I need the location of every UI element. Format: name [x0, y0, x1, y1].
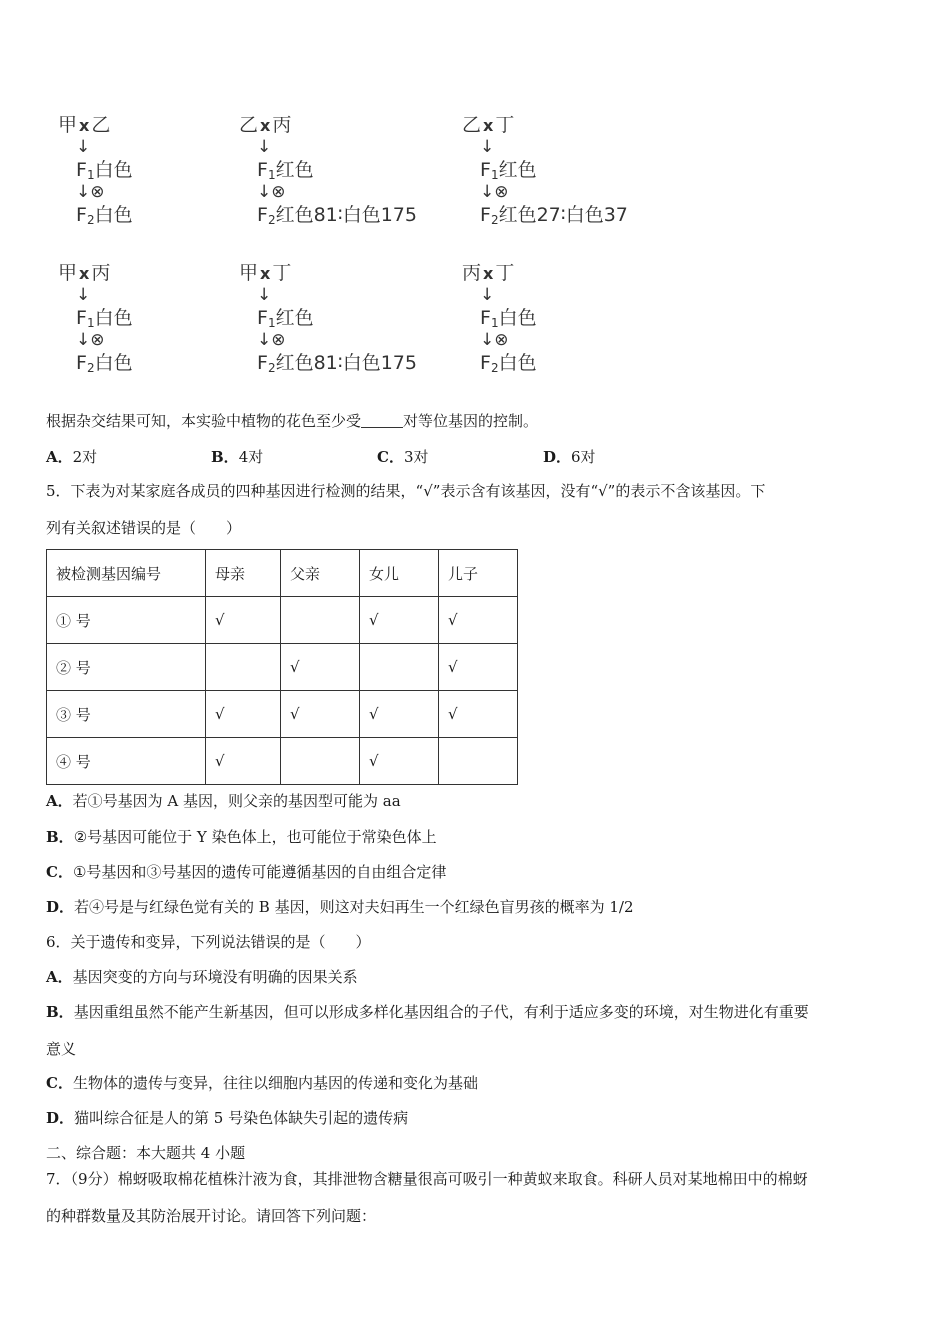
q6-option-b-cont: 意义 — [46, 1040, 77, 1058]
q6-option-b: B．基因重组虽然不能产生新基因，但可以形成多样化基因组合的子代，有利于适应多变的环境，对生物进化有重要 — [46, 1003, 809, 1021]
arrow-down-icon: ↓ — [257, 137, 272, 157]
cross-parents: 甲 x 丙 — [58, 262, 111, 284]
q6-option-c: C．生物体的遗传与变异，往往以细胞内基因的传递和变化为基础 — [46, 1074, 478, 1092]
q4-option-b: B．4对 — [211, 448, 264, 466]
f2-result: $F_2$白色 — [480, 352, 537, 375]
q6-option-d: D．猫叫综合征是人的第 5 号染色体缺失引起的遗传病 — [46, 1109, 409, 1127]
q4-option-d: D．6对 — [543, 448, 596, 466]
q7-stem-line2: 的种群数量及其防治展开讨论。请回答下列问题： — [46, 1207, 377, 1225]
table-cell: ④ 号 — [47, 738, 206, 785]
f2-result: $F_2$白色 — [76, 204, 133, 227]
table-cell: √ — [360, 597, 439, 644]
f1-result: $F_1$红色 — [480, 159, 537, 182]
f1-result: $F_1$红色 — [257, 307, 314, 330]
table-cell: ③ 号 — [47, 691, 206, 738]
table-cell — [360, 644, 439, 691]
f2-result: $F_2$白色 — [76, 352, 133, 375]
f2-result: $F_2$红色27∶白色37 — [480, 204, 628, 227]
f1-result: $F_1$红色 — [257, 159, 314, 182]
f2-result: $F_2$红色81∶白色175 — [257, 204, 417, 227]
cross-parents: 甲 x 丁 — [239, 262, 292, 284]
arrow-down-icon: ↓ — [257, 285, 272, 305]
q4-stem: 根据杂交结果可知，本实验中植物的花色至少受 对等位基因的控制。 — [46, 412, 539, 430]
table-cell: √ — [281, 644, 360, 691]
q5-stem-line2: 列有关叙述错误的是（ ） — [46, 519, 242, 537]
f2-result: $F_2$红色81∶白色175 — [257, 352, 417, 375]
f1-result: $F_1$白色 — [76, 159, 133, 182]
table-row — [47, 691, 518, 738]
q5-stem-line1: 5．下表为对某家庭各成员的四种基因进行检测的结果，“√”表示含有该基因，没有“√”的表示不含该基因。下 — [46, 482, 766, 500]
table-cell: √ — [439, 597, 518, 644]
table-cell: √ — [439, 644, 518, 691]
table-row — [47, 644, 518, 691]
table-cell — [281, 738, 360, 785]
q5-option-a: A．若①号基因为 A 基因，则父亲的基因型可能为 aa — [46, 792, 401, 810]
q5-option-c: C．①号基因和③号基因的遗传可能遵循基因的自由组合定律 — [46, 863, 447, 881]
q4-option-a: A．2对 — [46, 448, 98, 466]
table-header-cell: 母亲 — [206, 550, 281, 597]
table-cell — [281, 597, 360, 644]
gene-detection-table — [46, 549, 518, 785]
table-row — [47, 597, 518, 644]
arrow-down-icon: ↓ — [480, 137, 495, 157]
table-cell: √ — [439, 691, 518, 738]
table-header-cell: 被检测基因编号 — [47, 550, 206, 597]
table-cell — [206, 644, 281, 691]
table-cell: √ — [206, 738, 281, 785]
table-header-row — [47, 550, 518, 597]
table-header-cell: 父亲 — [281, 550, 360, 597]
selfing-arrow-icon: ↓⊗ — [76, 330, 105, 350]
answer-blank — [361, 413, 403, 428]
selfing-arrow-icon: ↓⊗ — [257, 330, 286, 350]
q4-option-c: C．3对 — [377, 448, 429, 466]
q5-option-b: B．②号基因可能位于 Y 染色体上，也可能位于常染色体上 — [46, 828, 437, 846]
q7-stem-line1: 7．（9分）棉蚜吸取棉花植株汁液为食，其排泄物含糖量很高可吸引一种黄蚁来取食。科研人员对某地棉田中的棉蚜 — [46, 1170, 808, 1188]
cross-parents: 丙 x 丁 — [462, 262, 515, 284]
arrow-down-icon: ↓ — [480, 285, 495, 305]
selfing-arrow-icon: ↓⊗ — [480, 330, 509, 350]
arrow-down-icon: ↓ — [76, 137, 91, 157]
f1-result: $F_1$白色 — [480, 307, 537, 330]
selfing-arrow-icon: ↓⊗ — [480, 182, 509, 202]
table-cell: ② 号 — [47, 644, 206, 691]
selfing-arrow-icon: ↓⊗ — [257, 182, 286, 202]
q6-option-a: A．基因突变的方向与环境没有明确的因果关系 — [46, 968, 358, 986]
arrow-down-icon: ↓ — [76, 285, 91, 305]
table-cell — [439, 738, 518, 785]
q5-option-d: D．若④号是与红绿色觉有关的 B 基因，则这对夫妇再生一个红绿色盲男孩的概率为 1/2 — [46, 898, 634, 916]
q6-stem: 6．关于遗传和变异，下列说法错误的是（ ） — [46, 933, 371, 951]
table-cell: √ — [206, 691, 281, 738]
table-cell: √ — [360, 738, 439, 785]
cross-parents: 甲 x 乙 — [58, 114, 111, 136]
table-header-cell: 儿子 — [439, 550, 518, 597]
cross-parents: 乙 x 丙 — [239, 114, 292, 136]
table-cell: √ — [360, 691, 439, 738]
f1-result: $F_1$白色 — [76, 307, 133, 330]
table-cell: ① 号 — [47, 597, 206, 644]
table-row — [47, 738, 518, 785]
section-heading: 二、综合题：本大题共 4 小题 — [46, 1144, 246, 1162]
cross-parents: 乙 x 丁 — [462, 114, 515, 136]
table-header-cell: 女儿 — [360, 550, 439, 597]
selfing-arrow-icon: ↓⊗ — [76, 182, 105, 202]
table-cell: √ — [281, 691, 360, 738]
table-cell: √ — [206, 597, 281, 644]
